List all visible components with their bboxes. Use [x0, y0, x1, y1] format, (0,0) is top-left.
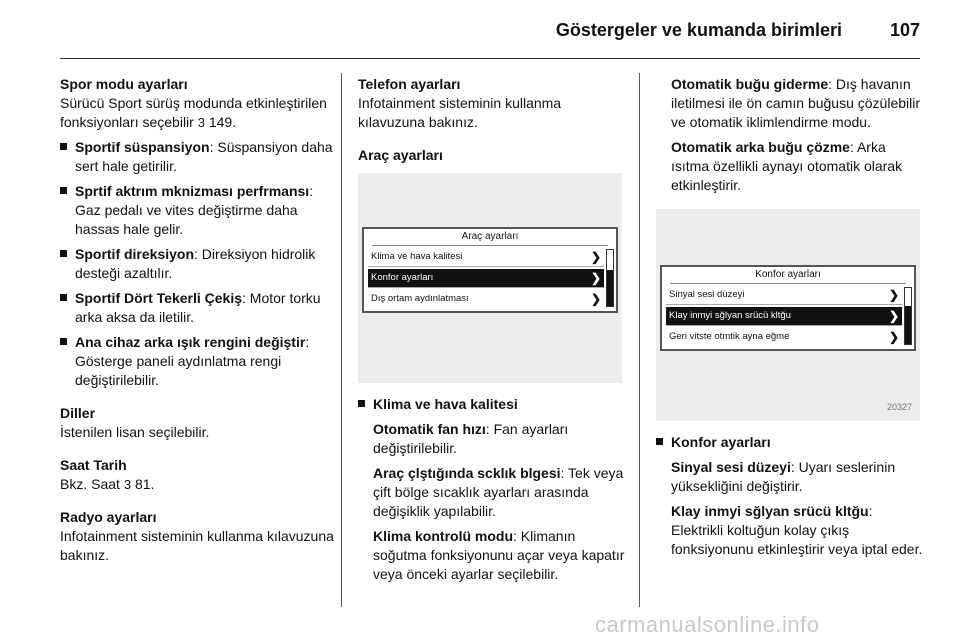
list-item: Konfor ayarları [656, 433, 924, 452]
header-divider [60, 58, 920, 59]
ref-arrow-icon: 3 [197, 115, 205, 130]
sub-item: Klima kontrolü modu: Klimanın soğutma fonksiyonunu açar veya kapatır veya önceki ayarlar seçilebilir. [373, 528, 625, 582]
body-text: Sürücü Sport sürüş modunda etkinleştirilen fonksiyonları seçebilir 3 149. [60, 95, 327, 130]
square-bullet-icon [60, 187, 67, 194]
menu-item-selected[interactable]: Konfor ayarları ❯ [368, 269, 604, 288]
square-bullet-icon [60, 143, 67, 150]
square-bullet-icon [60, 338, 67, 345]
page-title: Göstergeler ve kumanda birimleri [555, 20, 842, 40]
scrollbar[interactable] [606, 249, 614, 307]
page-header [0, 0, 960, 60]
column-right [656, 75, 924, 559]
chevron-right-icon: ❯ [590, 250, 601, 264]
chevron-right-icon: ❯ [590, 271, 601, 285]
chevron-right-icon: ❯ [888, 309, 899, 323]
menu-item[interactable]: Sinyal sesi düzeyi ❯ [666, 286, 902, 305]
screen-illustration [656, 209, 920, 421]
sub-item: Klay inmyi sğlyan srücü kltğu: Elektrikli koltuğun kolay çıkış fonksiyonunu etkinleştirir veya iptal eder. [671, 503, 923, 557]
square-bullet-icon [358, 400, 365, 407]
column-divider [639, 73, 640, 607]
body-text: Infotainment sisteminin kullanma kılavuzuna bakınız. [358, 95, 562, 130]
chevron-right-icon: ❯ [888, 288, 899, 302]
display-screen [362, 227, 618, 313]
scroll-thumb[interactable] [607, 270, 613, 306]
list-item: Sportif Dört Tekerli Çekiş: Motor torku arka aksa da iletilir. [60, 289, 338, 327]
chevron-right-icon: ❯ [590, 292, 601, 306]
section-heading: Diller [60, 405, 96, 421]
square-bullet-icon [60, 294, 67, 301]
sub-item: Otomatik buğu giderme: Dış havanın iletilmesi ile ön camın buğusu çözülebilir ve otomatik iklimlendirme modu. [671, 76, 921, 130]
screen-title: Araç ayarları [372, 229, 608, 246]
sub-item: Otomatik fan hızı: Fan ayarları değiştirilebilir. [373, 421, 569, 456]
body-text: Infotainment sisteminin kullanma kılavuzuna bakınız. [60, 528, 334, 563]
screen-illustration [358, 173, 622, 383]
list-item: Sportif direksiyon: Direksiyon hidrolik desteği azaltılır. [60, 245, 338, 283]
screen-title: Konfor ayarları [670, 267, 906, 284]
display-screen [660, 265, 916, 351]
list-item: Sportif süspansiyon: Süspansiyon daha sert hale getirilir. [60, 138, 338, 176]
sub-item: Sinyal sesi düzeyi: Uyarı seslerinin yüksekliğini değiştirir. [671, 459, 896, 494]
menu-item-selected[interactable]: Klay inmyi sğlyan srücü kltğu ❯ [666, 307, 902, 326]
body-text: Bkz. Saat 3 81. [60, 476, 155, 492]
list-item: Klima ve hava kalitesi [358, 395, 628, 414]
column-middle [358, 75, 628, 584]
section-heading: Telefon ayarları [358, 76, 461, 92]
square-bullet-icon [656, 438, 663, 445]
list-item: Ana cihaz arka ışık rengini değiştir: Gösterge paneli aydınlatma rengi değiştirilebilir. [60, 333, 338, 390]
list-item: Sprtif aktrım mknizması perfrmansı: Gaz pedalı ve vites değiştirme daha hassas hale gelir. [60, 182, 338, 239]
scroll-thumb[interactable] [905, 306, 911, 344]
figure-code: 20327 [886, 402, 912, 412]
chevron-right-icon: ❯ [888, 330, 899, 344]
menu-item[interactable]: Klima ve hava kalitesi ❯ [368, 248, 604, 267]
menu-item[interactable]: Dış ortam aydınlatması ❯ [371, 292, 601, 306]
square-bullet-icon [60, 250, 67, 257]
section-heading: Araç ayarları [358, 147, 443, 163]
column-divider [341, 73, 342, 607]
watermark: carmanualsonline.info [595, 612, 820, 637]
ref-arrow-icon: 3 [123, 477, 132, 492]
page-number: 107 [889, 20, 920, 40]
column-left [60, 75, 338, 565]
sub-item: Otomatik arka buğu çözme: Arka ısıtma özellikli aynayı otomatik olarak etkinleştirir. [671, 139, 903, 193]
scrollbar[interactable] [904, 287, 912, 345]
section-heading: Saat Tarih [60, 457, 127, 473]
menu-item[interactable]: Geri vitste otmtik ayna eğme ❯ [669, 330, 899, 344]
section-heading: Spor modu ayarları [60, 76, 188, 92]
section-heading: Radyo ayarları [60, 509, 157, 525]
sub-item: Araç çlştığında scklık blgesi: Tek veya çift bölge sıcaklık ayarları arasında değişiklik yapılabilir. [373, 465, 624, 519]
body-text: İstenilen lisan seçilebilir. [60, 424, 210, 440]
